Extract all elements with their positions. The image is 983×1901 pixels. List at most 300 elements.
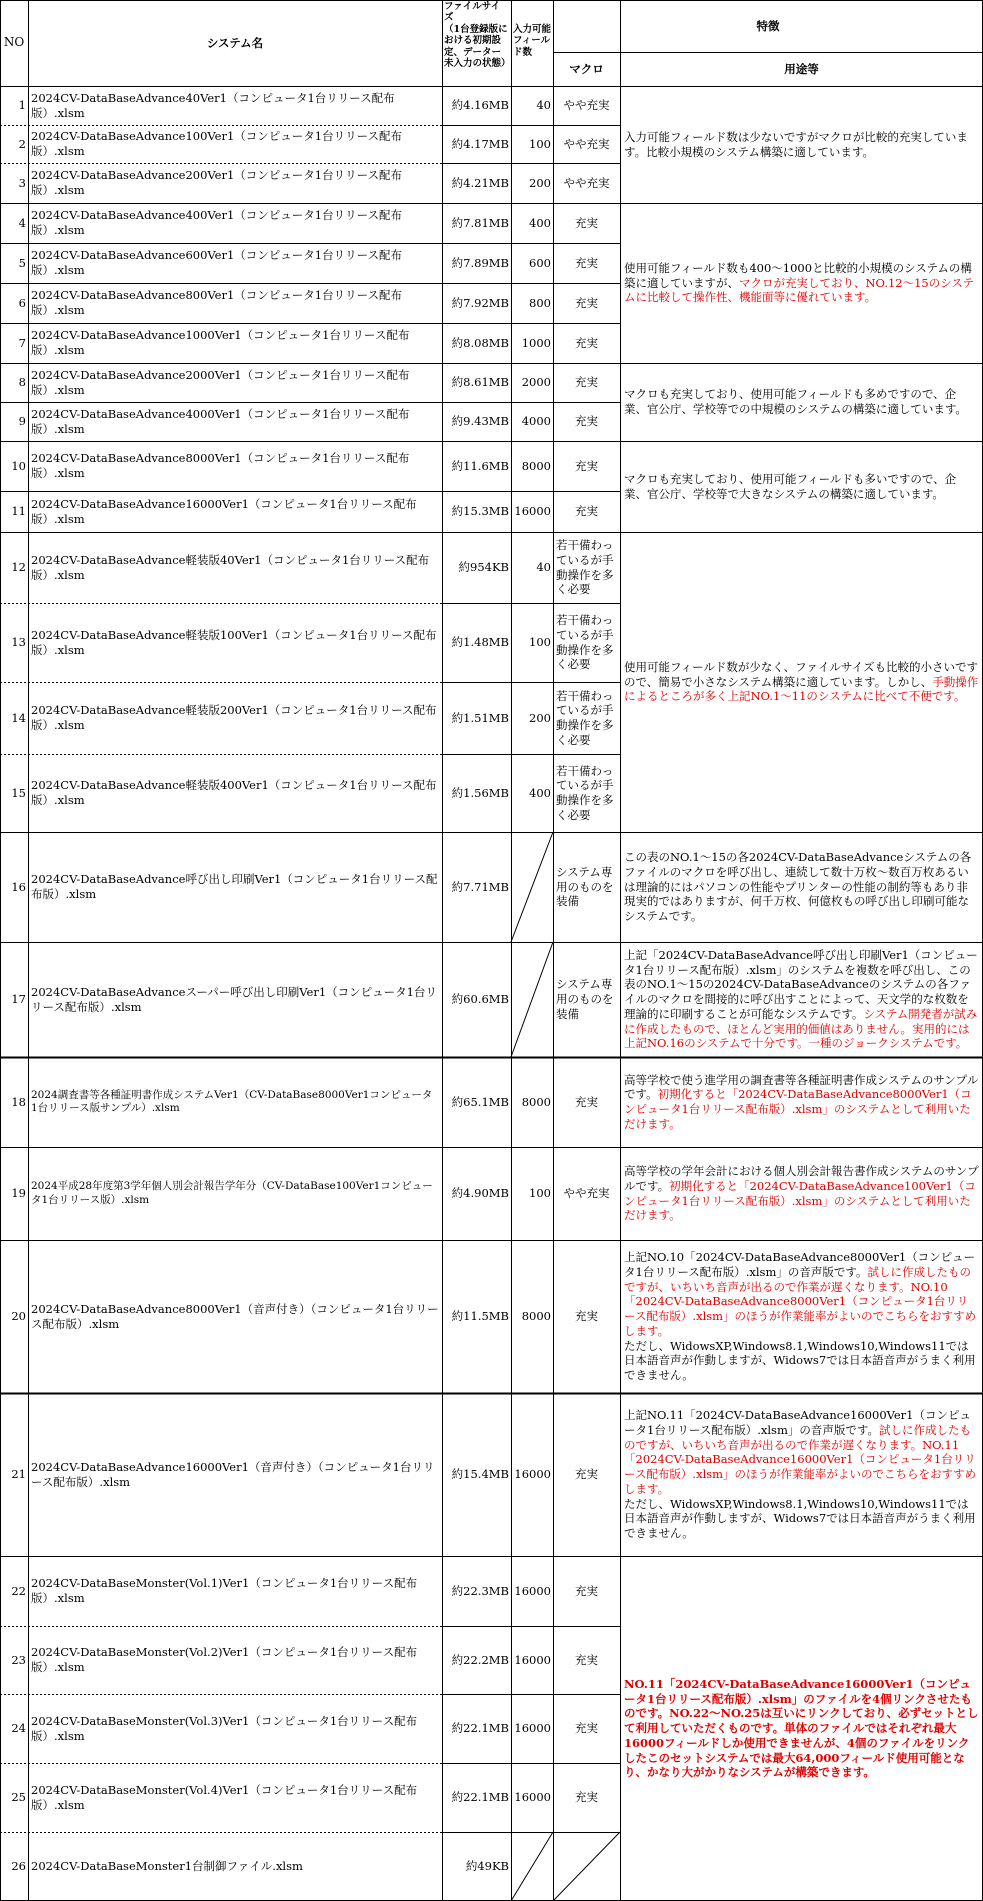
system-name-text: 2024CV-DataBaseMonster(Vol.3)Ver1（コンピュータ1台リリース配布版）.xlsm xyxy=(31,1713,418,1743)
field-count xyxy=(511,1240,553,1393)
row-number-text: 7 xyxy=(18,335,26,350)
field-count-text: 40 xyxy=(536,98,551,113)
file-size xyxy=(442,1147,511,1240)
macro-level xyxy=(553,1393,620,1556)
file-size xyxy=(442,1240,511,1393)
macro-level xyxy=(553,491,620,532)
row-number-text: 2 xyxy=(18,136,26,151)
row-number xyxy=(0,243,28,283)
system-name-text: 2024CV-DataBaseAdvance600Ver1（コンピュータ1台リリース配布版）.xlsm xyxy=(31,248,403,277)
usage-text: 上記「2024CV-DataBaseAdvance呼び出し印刷Ver1（コンピュータ1台リリース配布版）.xlsm」のシステムを複数を呼び出し、この表のNO.1～15の2024CV-DataBaseAdvanceのシステムの各ファイルのマクロを間接的に呼び出すことによって、天文学的な枚数を理論的に印刷することが可能なシステムです。 xyxy=(624,947,978,1021)
usage-description xyxy=(620,942,983,1057)
usage-description xyxy=(620,832,983,942)
file-size xyxy=(442,1763,511,1832)
row-number-text: 6 xyxy=(18,295,26,310)
usage-text: 初期化すると「2024CV-DataBaseAdvance100Ver1（コンピュータ1台リリース配布版）.xlsm」のシステムとして利用いただけます。 xyxy=(624,1178,976,1223)
header-system-name-text: システム名 xyxy=(206,35,264,50)
row-number-text: 14 xyxy=(11,710,26,725)
usage-text: マクロも充実しており、使用可能フィールドも多いですので、企業、官公庁、学校等で大きなシステムの構築に適しています。 xyxy=(624,471,957,501)
row-number xyxy=(0,1832,28,1901)
empty-cell-slash xyxy=(511,1832,553,1901)
usage-text: マクロが充実しており、NO.12～15のシステムに比較して操作性、機能面等に優れています。 xyxy=(624,275,975,305)
row-number-text: 22 xyxy=(11,1583,26,1598)
row-number xyxy=(0,1626,28,1694)
row-number-text: 10 xyxy=(11,458,26,473)
row-number xyxy=(0,441,28,491)
macro-level-text: 若干備わっているが手動操作を多く必要 xyxy=(556,763,614,822)
macro-level-text: 充実 xyxy=(575,458,598,473)
header-macro-text: マクロ xyxy=(569,61,604,76)
system-name xyxy=(28,1694,442,1763)
file-size-text: 約49KB xyxy=(465,1859,509,1874)
file-size-text: 約60.6MB xyxy=(451,992,509,1007)
file-size xyxy=(442,1626,511,1694)
row-number xyxy=(0,283,28,323)
macro-level-text: 充実 xyxy=(575,504,598,519)
field-count-text: 100 xyxy=(529,635,551,650)
field-count xyxy=(511,163,553,203)
row-number xyxy=(0,1556,28,1626)
field-count-text: 200 xyxy=(529,710,551,725)
system-name xyxy=(28,1832,442,1901)
system-name xyxy=(28,1556,442,1626)
field-count-text: 16000 xyxy=(514,1721,551,1736)
macro-level xyxy=(553,603,620,682)
macro-level xyxy=(553,1694,620,1763)
file-size-text: 約9.43MB xyxy=(451,414,509,429)
system-name-text: 2024CV-DataBaseAdvance4000Ver1（コンピュータ1台リリース配布版）.xlsm xyxy=(31,406,410,436)
usage-description xyxy=(620,86,983,203)
usage-text: マクロも充実しており、使用可能フィールドも多めですので、企業、官公庁、学校等での中規模のシステムの構築に適しています。 xyxy=(624,387,967,416)
field-count xyxy=(511,1763,553,1832)
system-name-text: 2024CV-DataBaseAdvance8000Ver1（コンピュータ1台リリース配布版）.xlsm xyxy=(31,451,410,480)
field-count-text: 8000 xyxy=(521,1094,551,1109)
file-size-text: 約7.89MB xyxy=(451,255,509,270)
macro-level-text: やや充実 xyxy=(563,98,610,113)
system-name xyxy=(28,1763,442,1832)
macro-level-text: 充実 xyxy=(575,1309,598,1324)
macro-level xyxy=(553,1626,620,1694)
file-size xyxy=(442,1832,511,1901)
row-number xyxy=(0,942,28,1057)
file-size xyxy=(442,832,511,942)
row-number xyxy=(0,1147,28,1240)
file-size xyxy=(442,1057,511,1147)
field-count xyxy=(511,1393,553,1556)
field-count xyxy=(511,243,553,283)
macro-level-text: 充実 xyxy=(575,215,598,230)
field-count xyxy=(511,1626,553,1694)
macro-level xyxy=(553,832,620,942)
header-no xyxy=(0,0,28,86)
macro-level-text: 充実 xyxy=(575,1652,598,1667)
header-features xyxy=(553,0,983,52)
system-name-text: 2024CV-DataBaseAdvance16000Ver1（コンピュータ1台リリース配布版）.xlsm xyxy=(31,496,417,526)
field-count xyxy=(511,1057,553,1147)
system-name xyxy=(28,363,442,402)
file-size xyxy=(442,682,511,754)
system-name xyxy=(28,754,442,832)
usage-description xyxy=(620,1393,983,1556)
field-count-text: 400 xyxy=(529,785,551,800)
header-file-size xyxy=(442,0,511,86)
macro-level-text: 充実 xyxy=(575,1094,598,1109)
macro-level xyxy=(553,942,620,1057)
row-number xyxy=(0,1240,28,1393)
file-size xyxy=(442,203,511,243)
field-count-text: 100 xyxy=(529,1186,551,1201)
file-size-text: 約7.92MB xyxy=(451,295,509,310)
macro-level xyxy=(553,754,620,832)
macro-level-text: 充実 xyxy=(575,414,598,429)
field-count xyxy=(511,754,553,832)
field-count-text: 8000 xyxy=(521,458,551,473)
row-number xyxy=(0,125,28,163)
row-number xyxy=(0,203,28,243)
row-number xyxy=(0,1057,28,1147)
field-count xyxy=(511,603,553,682)
macro-level xyxy=(553,1240,620,1393)
row-number xyxy=(0,163,28,203)
file-size xyxy=(442,363,511,402)
field-count-text: 800 xyxy=(529,295,551,310)
usage-description xyxy=(620,1556,983,1901)
row-number-text: 20 xyxy=(11,1309,26,1324)
file-size xyxy=(442,125,511,163)
file-size-text: 約11.6MB xyxy=(451,458,509,473)
usage-description xyxy=(620,363,983,441)
row-number xyxy=(0,491,28,532)
usage-text: 入力可能フィールド数は少ないですがマクロが比較的充実しています。比較小規模のシステム構築に適しています。 xyxy=(624,129,968,159)
usage-text: 高等学校の学年会計における個人別会計報告書作成システムのサンプルです。 xyxy=(624,1164,979,1193)
usage-description xyxy=(620,1240,983,1393)
row-number xyxy=(0,1763,28,1832)
file-size-text: 約15.4MB xyxy=(451,1467,509,1482)
system-name xyxy=(28,203,442,243)
system-name xyxy=(28,532,442,603)
macro-level xyxy=(553,125,620,163)
row-number xyxy=(0,532,28,603)
usage-text: システム開発者が試みに作成したもので、ほとんど実用的価値はありません。実用的には上記NO.16のシステムで十分です。一種のジョークシステムです。 xyxy=(624,1006,978,1051)
system-name-text: 2024調査書等各種証明書作成システムVer1（CV-DataBase8000Ver1コンピュータ1台リリース版サンプル）.xlsm xyxy=(31,1088,433,1114)
system-name-text: 2024CV-DataBaseAdvance200Ver1（コンピュータ1台リリース配布版）.xlsm xyxy=(31,168,403,197)
file-size-text: 約8.61MB xyxy=(451,375,509,390)
usage-text: ただし、WidowsXP,Windows8.1,Windows10,Windows11では日本語音声が作動しますが、Widows7では日本語音声がうまく利用できません。 xyxy=(624,1496,976,1541)
field-count xyxy=(511,203,553,243)
header-macro xyxy=(553,52,620,86)
file-size-text: 約7.71MB xyxy=(451,879,509,894)
usage-text: 試しに作成したものですが、いちいち音声が出るので作業が遅くなります。NO.10「2024CV-DataBaseAdvance8000Ver1（コンピュータ1台リリース配布版）.xlsm」のほうが作業能率がよいのでこちらをおすすめします。 xyxy=(624,1264,977,1338)
row-number-text: 12 xyxy=(11,560,26,575)
system-name xyxy=(28,1626,442,1694)
macro-level-text: 充実 xyxy=(575,335,598,350)
file-size xyxy=(442,283,511,323)
macro-level-text: 充実 xyxy=(575,1790,598,1805)
file-size xyxy=(442,163,511,203)
system-name xyxy=(28,243,442,283)
system-name xyxy=(28,682,442,754)
row-number-text: 21 xyxy=(11,1467,26,1482)
macro-level-text: 若干備わっているが手動操作を多く必要 xyxy=(556,688,614,747)
usage-description xyxy=(620,1057,983,1147)
usage-text: 使用可能フィールド数が少なく、ファイルサイズも比較的小さいですので、簡易で小さなシステム構築に適しています。しかし、 xyxy=(624,659,978,689)
system-name-text: 2024CV-DataBaseAdvance100Ver1（コンピュータ1台リリース配布版）.xlsm xyxy=(31,129,403,158)
field-count xyxy=(511,441,553,491)
header-no-text: NO xyxy=(3,35,25,50)
file-size xyxy=(442,603,511,682)
field-count xyxy=(511,283,553,323)
macro-level xyxy=(553,441,620,491)
system-name-text: 2024CV-DataBaseMonster(Vol.1)Ver1（コンピュータ1台リリース配布版）.xlsm xyxy=(31,1576,418,1605)
field-count xyxy=(511,682,553,754)
system-name xyxy=(28,1393,442,1556)
usage-description xyxy=(620,203,983,363)
header-system-name xyxy=(28,0,442,86)
file-size xyxy=(442,1694,511,1763)
row-number-text: 15 xyxy=(11,785,26,800)
system-name xyxy=(28,283,442,323)
row-number-text: 16 xyxy=(11,879,26,894)
system-name xyxy=(28,441,442,491)
file-size xyxy=(442,1556,511,1626)
macro-level-text: システム専用のものを装備 xyxy=(556,977,614,1021)
system-name xyxy=(28,86,442,125)
system-name-text: 2024CV-DataBaseMonster(Vol.4)Ver1（コンピュータ1台リリース配布版）.xlsm xyxy=(31,1782,418,1812)
row-number-text: 9 xyxy=(18,414,26,429)
usage-description xyxy=(620,441,983,532)
macro-level xyxy=(553,1763,620,1832)
macro-level-text: 若干備わっているが手動操作を多く必要 xyxy=(556,613,614,672)
field-count xyxy=(511,363,553,402)
file-size xyxy=(442,754,511,832)
empty-cell-slash xyxy=(511,942,553,1057)
row-number-text: 11 xyxy=(11,504,26,519)
field-count xyxy=(511,532,553,603)
usage-text: 初期化すると「2024CV-DataBaseAdvance8000Ver1（コンピュータ1台リリース配布版）.xlsm」のシステムとして利用いただけます。 xyxy=(624,1087,972,1131)
system-name-text: 2024CV-DataBaseAdvance16000Ver1（音声付き）（コンピュータ1台リリース配布版）.xlsm xyxy=(31,1459,435,1489)
macro-level-text: システム専用のものを装備 xyxy=(556,864,614,909)
file-size-text: 約954KB xyxy=(458,560,509,575)
field-count xyxy=(511,323,553,363)
system-name-text: 2024CV-DataBaseAdvance軽装版40Ver1（コンピュータ1台リリース配布版）.xlsm xyxy=(31,552,430,582)
macro-level-text: 充実 xyxy=(575,1583,598,1598)
file-size xyxy=(442,441,511,491)
system-name-text: 2024CV-DataBaseMonster(Vol.2)Ver1（コンピュータ1台リリース配布版）.xlsm xyxy=(31,1645,418,1674)
row-number-text: 23 xyxy=(11,1652,26,1667)
field-count xyxy=(511,402,553,441)
system-name xyxy=(28,491,442,532)
row-number xyxy=(0,323,28,363)
system-name-text: 2024CV-DataBaseAdvance2000Ver1（コンピュータ1台リリース配布版）.xlsm xyxy=(31,367,410,397)
row-number xyxy=(0,1393,28,1556)
system-name xyxy=(28,1240,442,1393)
system-name-text: 2024CV-DataBaseAdvance呼び出し印刷Ver1（コンピュータ1台リリース配布版）.xlsm xyxy=(31,872,438,901)
field-count xyxy=(511,125,553,163)
row-number xyxy=(0,832,28,942)
system-name-text: 2024CV-DataBaseAdvance8000Ver1（音声付き）（コンピュータ1台リリース配布版）.xlsm xyxy=(31,1301,439,1331)
row-number-text: 3 xyxy=(18,175,26,190)
system-name xyxy=(28,323,442,363)
row-number xyxy=(0,402,28,441)
macro-level xyxy=(553,1556,620,1626)
usage-text: NO.11「2024CV-DataBaseAdvance16000Ver1（コンピュータ1台リリース配布版）.xlsm」のファイルを4個リンクさせたものです。NO.22～NO.25は互いにリンクしており、必ずセットとして利用していただくものです。単体のファイルではそれぞれ最大16000フィールドしか使用できませんが、4個のファイルをリンクしたこのセットシステムでは最大64,000フィールド使用可能となり、かなり大がかりなシステムが構築できます。 xyxy=(624,1676,979,1780)
row-number-text: 5 xyxy=(18,255,26,270)
file-size-text: 約1.51MB xyxy=(451,710,509,725)
system-name xyxy=(28,402,442,441)
file-size-text: 約11.5MB xyxy=(451,1309,509,1324)
system-name xyxy=(28,603,442,682)
file-size xyxy=(442,243,511,283)
row-number xyxy=(0,1694,28,1763)
row-number xyxy=(0,363,28,402)
system-name xyxy=(28,1147,442,1240)
file-size-text: 約1.48MB xyxy=(451,635,509,650)
file-size-text: 約1.56MB xyxy=(451,785,509,800)
row-number-text: 1 xyxy=(18,98,26,113)
system-name xyxy=(28,832,442,942)
macro-level-text: 充実 xyxy=(575,295,598,310)
field-count-text: 16000 xyxy=(514,504,551,519)
system-name-text: 2024CV-DataBaseAdvanceスーパー呼び出し印刷Ver1（コンピュータ1台リリース配布版）.xlsm xyxy=(31,984,437,1014)
system-name-text: 2024平成28年度第3学年個人別会計報告学年分（CV-DataBase100Ver1コンピュータ1台リリース版）.xlsm xyxy=(31,1180,433,1206)
file-size xyxy=(442,942,511,1057)
header-field-count-text: 入力可能フィールド数 xyxy=(513,24,552,58)
file-size xyxy=(442,402,511,441)
usage-text: ただし、WidowsXP,Windows8.1,Windows10,Windows11では日本語音声が作動しますが、Widows7では日本語音声がうまく利用できません。 xyxy=(624,1338,976,1383)
macro-level-text: やや充実 xyxy=(563,175,610,190)
usage-text: 上記NO.11「2024CV-DataBaseAdvance16000Ver1（コンピュータ1台リリース配布版）.xlsm」の音声版です。 xyxy=(624,1408,971,1437)
macro-level xyxy=(553,402,620,441)
row-number-text: 13 xyxy=(11,635,26,650)
system-name-text: 2024CV-DataBaseAdvance軽装版100Ver1（コンピュータ1台リリース配布版）.xlsm xyxy=(31,627,437,657)
usage-text: 使用可能フィールド数も400～1000と比較的小規模のシステムの構築に適していますが、 xyxy=(624,260,972,290)
macro-level-text: 充実 xyxy=(575,1721,598,1736)
field-count-text: 400 xyxy=(529,215,551,230)
file-size-text: 約65.1MB xyxy=(451,1094,509,1109)
macro-level xyxy=(553,203,620,243)
system-name-text: 2024CV-DataBaseMonster1台制御ファイル.xlsm xyxy=(31,1859,303,1874)
usage-text: 高等学校で使う進学用の調査書等各種証明書作成システムのサンプルです。 xyxy=(624,1072,979,1102)
field-count-text: 40 xyxy=(536,560,551,575)
file-size-text: 約8.08MB xyxy=(451,335,509,350)
row-number xyxy=(0,754,28,832)
header-field-count xyxy=(511,0,553,86)
field-count-text: 16000 xyxy=(514,1467,551,1482)
system-name-text: 2024CV-DataBaseAdvance軽装版400Ver1（コンピュータ1台リリース配布版）.xlsm xyxy=(31,778,437,807)
system-name xyxy=(28,942,442,1057)
macro-level xyxy=(553,1057,620,1147)
macro-level xyxy=(553,86,620,125)
field-count-text: 100 xyxy=(529,136,551,151)
file-size-text: 約4.17MB xyxy=(451,136,509,151)
row-number-text: 24 xyxy=(11,1721,26,1736)
row-number xyxy=(0,682,28,754)
row-number-text: 25 xyxy=(11,1790,26,1805)
usage-text: 上記NO.10「2024CV-DataBaseAdvance8000Ver1（コンピュータ1台リリース配布版）.xlsm」の音声版です。 xyxy=(624,1250,976,1279)
field-count-text: 16000 xyxy=(514,1790,551,1805)
header-features-text: 特徴 xyxy=(756,18,780,33)
field-count-text: 600 xyxy=(529,255,551,270)
macro-level-text: 充実 xyxy=(575,255,598,270)
field-count xyxy=(511,1694,553,1763)
macro-level-text: 若干備わっているが手動操作を多く必要 xyxy=(556,538,614,597)
row-number-text: 8 xyxy=(18,375,26,390)
field-count xyxy=(511,491,553,532)
macro-level xyxy=(553,1147,620,1240)
system-name xyxy=(28,163,442,203)
system-name xyxy=(28,125,442,163)
field-count-text: 1000 xyxy=(521,335,551,350)
usage-text: この表のNO.1～15の各2024CV-DataBaseAdvanceシステムの各ファイルのマクロを呼び出し、連続して数十万枚～数百万枚あるいは理論的にはパソコンの性能やプリンターの性能の制約等もあり非現実的ではありますが、何千万枚、何億枚もの呼び出し印刷可能なシステムです。 xyxy=(624,850,972,924)
field-count-text: 2000 xyxy=(521,375,551,390)
file-size-text: 約4.21MB xyxy=(451,175,509,190)
empty-cell-slash xyxy=(511,832,553,942)
macro-level xyxy=(553,682,620,754)
field-count-text: 16000 xyxy=(514,1583,551,1598)
file-size-text: 約22.2MB xyxy=(451,1652,509,1667)
row-number xyxy=(0,86,28,125)
row-number-text: 18 xyxy=(11,1094,26,1109)
system-name-text: 2024CV-DataBaseAdvance1000Ver1（コンピュータ1台リリース配布版）.xlsm xyxy=(31,328,410,357)
header-file-size-text: ファイルサイズ （1台登録版における初期設定、データー未入力の状態） xyxy=(444,1,511,69)
file-size-text: 約4.16MB xyxy=(451,98,509,113)
usage-text: 手動操作によるところが多く上記NO.1～11のシステムに比べて不便です。 xyxy=(624,674,979,704)
row-number-text: 4 xyxy=(18,215,26,230)
file-size-text: 約7.81MB xyxy=(451,215,509,230)
macro-level xyxy=(553,163,620,203)
file-size xyxy=(442,491,511,532)
system-name xyxy=(28,1057,442,1147)
macro-level xyxy=(553,323,620,363)
field-count xyxy=(511,1556,553,1626)
system-name-text: 2024CV-DataBaseAdvance40Ver1（コンピュータ1台リリース配布版）.xlsm xyxy=(31,90,395,120)
row-number xyxy=(0,603,28,682)
file-size xyxy=(442,1393,511,1556)
row-number-text: 19 xyxy=(11,1186,26,1201)
macro-level-text: 充実 xyxy=(575,375,598,390)
field-count xyxy=(511,86,553,125)
file-size-text: 約15.3MB xyxy=(451,504,509,519)
empty-cell-slash xyxy=(553,1832,620,1901)
macro-level xyxy=(553,532,620,603)
file-size xyxy=(442,323,511,363)
file-size-text: 約22.1MB xyxy=(451,1790,509,1805)
system-name-text: 2024CV-DataBaseAdvance軽装版200Ver1（コンピュータ1台リリース配布版）.xlsm xyxy=(31,703,437,732)
macro-level xyxy=(553,283,620,323)
macro-level xyxy=(553,363,620,402)
field-count-text: 4000 xyxy=(521,414,551,429)
field-count xyxy=(511,1147,553,1240)
system-name-text: 2024CV-DataBaseAdvance400Ver1（コンピュータ1台リリース配布版）.xlsm xyxy=(31,208,403,237)
macro-level-text: 充実 xyxy=(575,1467,598,1482)
macro-level xyxy=(553,243,620,283)
field-count-text: 200 xyxy=(529,175,551,190)
row-number-text: 26 xyxy=(11,1859,26,1874)
usage-description xyxy=(620,532,983,832)
file-size-text: 約4.90MB xyxy=(451,1186,509,1201)
macro-level-text: やや充実 xyxy=(563,136,610,151)
header-usage-text: 用途等 xyxy=(784,61,819,76)
row-number-text: 17 xyxy=(11,992,26,1007)
usage-text: 試しに作成したものですが、いちいち音声が出るので作業が遅くなります。NO.11「2024CV-DataBaseAdvance16000Ver1（コンピュータ1台リリース配布版）.xlsm」のほうが作業能率がよいのでこちらをおすすめします。 xyxy=(624,1422,977,1496)
field-count-text: 8000 xyxy=(521,1309,551,1324)
field-count-text: 16000 xyxy=(514,1652,551,1667)
file-size xyxy=(442,86,511,125)
file-size xyxy=(442,532,511,603)
usage-description xyxy=(620,1147,983,1240)
file-size-text: 約22.3MB xyxy=(451,1583,509,1598)
header-usage xyxy=(620,52,983,86)
